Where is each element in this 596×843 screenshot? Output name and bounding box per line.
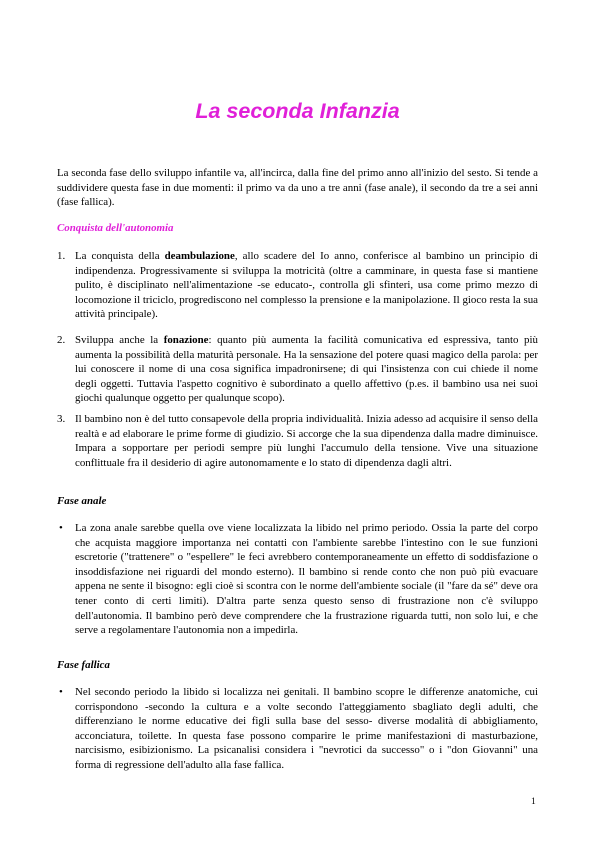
bullet-item	[57, 685, 538, 773]
section-heading-anale: Fase anale	[57, 495, 107, 507]
bullet-icon: •	[59, 686, 63, 698]
list-item-text: Il bambino non è del tutto consapevole della propria individualità. Inizia adesso ad acquisire il senso della realtà e ad elaborare le prime forme di giudizio. Si accorge che la sua dipendenza dalla madre diminuisce. Impara a sopportare per periodi sempre più lunghi l'accumulo della tensione. Vive una situazione conflittuale fra il desiderio di agire autonomamente e lo stato di dipendenza dagli altri.	[75, 413, 538, 469]
list-marker: 3.	[57, 413, 66, 425]
bullet-icon: •	[59, 522, 63, 534]
page-number: 1	[531, 797, 536, 807]
list-item	[57, 412, 538, 470]
page-title: La seconda Infanzia	[195, 99, 400, 123]
list-marker: 2.	[57, 334, 66, 346]
bullet-item	[57, 521, 538, 638]
list-item-text: Sviluppa anche la fonazione: quanto più aumenta la facilità comunicativa ed espressiva, tanto più aumenta la possibilità della maturità personale. Ha la sensazione del potere quasi magico della parola: per lui conoscere il nome di una cosa significa impadronirsene; di qui l'insistenza con cui chiede il nome degli oggetti. Tuttavia l'aspetto cognitivo è subordinato a quello affettivo (p.es. il bambino usa nei suoi giochi qualunque oggetto per qualunque scopo).	[75, 334, 538, 405]
list-marker: 1.	[57, 250, 66, 262]
section-heading-autonomia: Conquista dell'autonomia	[57, 222, 174, 234]
list-item-text: La conquista della deambulazione, allo scadere del Io anno, conferisce al bambino un principio di indipendenza. Progressivamente si sviluppa la motricità (oltre a camminare, in questa fase si mantiene pulito, è disciplinato nell'alimentazione -se educato-, controlla gli sfinteri, usa come primo mezzo di locomozione il triciclo, progrediscono nel complesso la prensione e la manipolazione. Il gioco resta la sua attività principale).	[75, 250, 539, 321]
intro-paragraph: La seconda fase dello sviluppo infantile va, all'incirca, dalla fine del primo anno all'inizio del sesto. Si tende a suddividere questa fase in due momenti: il primo va da uno a tre anni (fase anale), il secondo da tre a sei anni (fase fallica).	[57, 167, 538, 209]
section-heading-fallica: Fase fallica	[57, 659, 110, 671]
list-item	[57, 249, 538, 322]
bullet-text: La zona anale sarebbe quella ove viene localizzata la libido nel primo periodo. Ossia la parte del corpo che acquista maggiore importanza nei contatti con l'ambiente sarebbe l'intestino con le sue funzioni escretorie ("trattenere" o "espellere" le feci avrebbero contemporaneamente un effetto di soddisfazione o insoddisfazione nei riguardi del mondo esterno). Il bambino si rende conto che non può più evacuare appena ne sente il bisogno: egli cioè si scontra con le norme dell'ambiente sociale (il "fare da sé" deve ora tener conto di certi limiti). D'altra parte senza questo senso di frustrazione non c'è sviluppo dell'autonomia. Il bambino però deve comprendere che la frustrazione riguarda tutti, non solo lui, e che serve a regolamentare l'autonomia non a impedirla.	[75, 522, 538, 637]
list-item	[57, 333, 538, 406]
bullet-text: Nel secondo periodo la libido si localizza nei genitali. Il bambino scopre le differenze anatomiche, cui corrispondono -secondo la cultura e a volte secondo l'atteggiamento sbagliato degli adulti, che differenziano le norme educative dei figli sulla base del sesso- diverse modalità di abbigliamento, acconciatura, toilette. In questa fase possono comparire le prime manifestazioni di masturbazione, narcisismo, esibizionismo. La psicanalisi considera i "nevrotici da successo" o i "don Giovanni" una forma di regressione dell'adulto alla fase fallica.	[75, 686, 538, 771]
